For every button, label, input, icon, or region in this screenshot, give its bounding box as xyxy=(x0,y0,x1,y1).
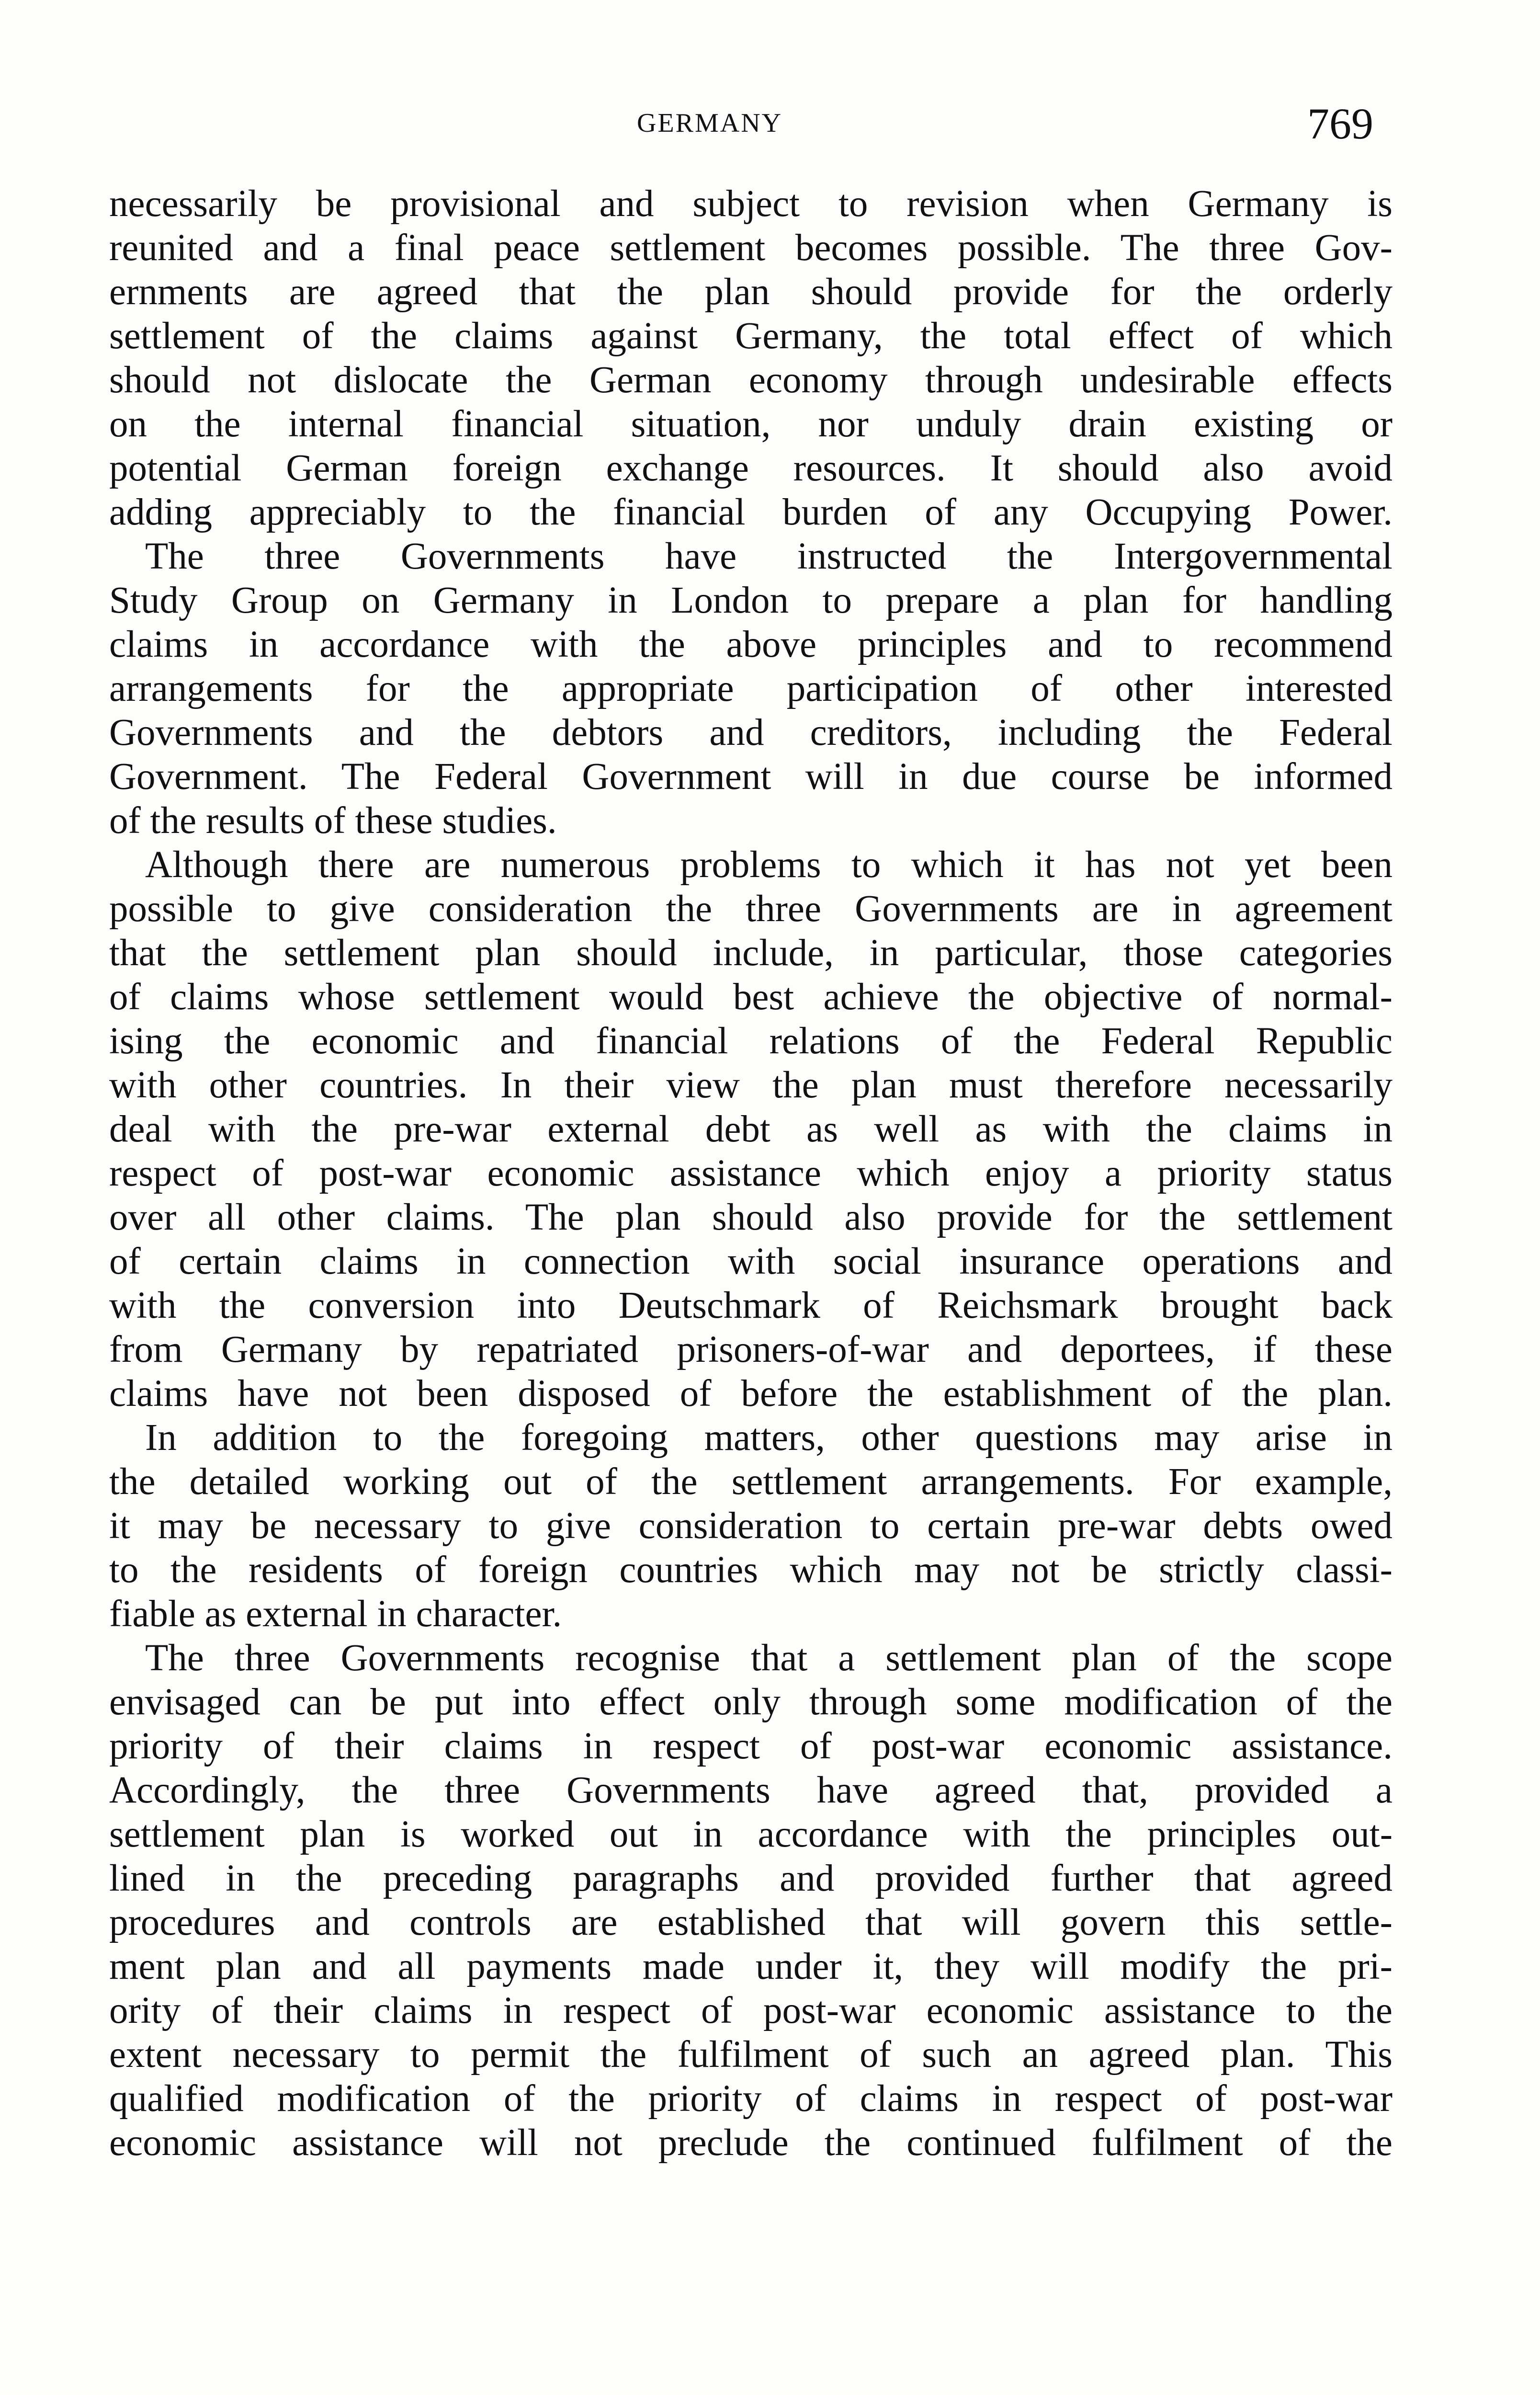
text-line: economic assistance will not preclude the continued fulfilment of the xyxy=(109,2122,1393,2164)
text-line: it may be necessary to give consideration to certain pre-war debts owed xyxy=(109,1505,1393,1547)
page-number: 769 xyxy=(1307,99,1373,148)
text-line: fiable as external in character. xyxy=(109,1593,562,1635)
text-line: procedures and controls are established that will govern this settle- xyxy=(109,1902,1393,1943)
text-line: claims in accordance with the above principles and to recommend xyxy=(109,624,1393,665)
text-line: ority of their claims in respect of post-war economic assistance to the xyxy=(109,1990,1393,2031)
text-line: lined in the preceding paragraphs and provided further that agreed xyxy=(109,1858,1393,1899)
paragraph xyxy=(109,1416,1393,1636)
text-line: extent necessary to permit the fulfilment of such an agreed plan. This xyxy=(109,2034,1393,2076)
text-line: adding appreciably to the financial burden of any Occupying Power. xyxy=(109,491,1393,533)
text-line: over all other claims. The plan should also provide for the settlement xyxy=(109,1197,1393,1238)
text-line: of claims whose settlement would best achieve the objective of normal- xyxy=(109,976,1393,1018)
text-line: the detailed working out of the settlement arrangements. For example, xyxy=(109,1461,1393,1503)
running-head xyxy=(0,99,1540,156)
text-line: to the residents of foreign countries which may not be strictly classi- xyxy=(109,1549,1393,1591)
text-line: The three Governments recognise that a settlement plan of the scope xyxy=(145,1637,1393,1679)
text-line: In addition to the foregoing matters, other questions may arise in xyxy=(145,1417,1393,1459)
text-line: ment plan and all payments made under it, they will modify the pri- xyxy=(109,1946,1393,1987)
text-line: settlement of the claims against Germany, the total effect of which xyxy=(109,315,1393,357)
text-line: reunited and a final peace settlement becomes possible. The three Gov- xyxy=(109,227,1393,269)
text-line: necessarily be provisional and subject to revision when Germany is xyxy=(109,183,1393,225)
text-line: ernments are agreed that the plan should provide for the orderly xyxy=(109,271,1393,313)
text-line: respect of post-war economic assistance which enjoy a priority status xyxy=(109,1152,1393,1194)
text-line: Government. The Federal Government will in due course be informed xyxy=(109,756,1393,798)
text-line: Although there are numerous problems to which it has not yet been xyxy=(145,844,1393,886)
text-line: potential German foreign exchange resources. It should also avoid xyxy=(109,447,1393,489)
body-text xyxy=(109,182,1393,2165)
text-line: on the internal financial situation, nor unduly drain existing or xyxy=(109,403,1393,445)
text-line: qualified modification of the priority of claims in respect of post-war xyxy=(109,2078,1393,2120)
text-line: claims have not been disposed of before the establishment of the plan. xyxy=(109,1373,1393,1414)
text-line: of the results of these studies. xyxy=(109,800,557,842)
text-line: with the conversion into Deutschmark of Reichsmark brought back xyxy=(109,1285,1393,1326)
text-line: deal with the pre-war external debt as well as with the claims in xyxy=(109,1108,1393,1150)
running-title: GERMANY xyxy=(637,108,783,138)
paragraph xyxy=(109,1636,1393,2165)
paragraph xyxy=(109,182,1393,535)
text-line: possible to give consideration the three Governments are in agreement xyxy=(109,888,1393,930)
text-line: arrangements for the appropriate participation of other interested xyxy=(109,668,1393,709)
text-line: of certain claims in connection with social insurance operations and xyxy=(109,1241,1393,1282)
text-line: should not dislocate the German economy through undesirable effects xyxy=(109,359,1393,401)
text-line: ising the economic and financial relations of the Federal Republic xyxy=(109,1020,1393,1062)
text-line: that the settlement plan should include, in particular, those categories xyxy=(109,932,1393,974)
paragraph xyxy=(109,535,1393,843)
text-line: Study Group on Germany in London to prepare a plan for handling xyxy=(109,580,1393,621)
text-line: priority of their claims in respect of post-war economic assistance. xyxy=(109,1725,1393,1767)
text-line: The three Governments have instructed the Intergovernmental xyxy=(145,536,1393,577)
text-line: from Germany by repatriated prisoners-of-war and deportees, if these xyxy=(109,1329,1393,1370)
text-line: settlement plan is worked out in accordance with the principles out- xyxy=(109,1813,1393,1855)
text-line: with other countries. In their view the plan must therefore necessarily xyxy=(109,1064,1393,1106)
text-line: Governments and the debtors and creditors, including the Federal xyxy=(109,712,1393,753)
text-line: envisaged can be put into effect only through some modification of the xyxy=(109,1681,1393,1723)
paragraph xyxy=(109,843,1393,1416)
text-line: Accordingly, the three Governments have agreed that, provided a xyxy=(109,1769,1393,1811)
